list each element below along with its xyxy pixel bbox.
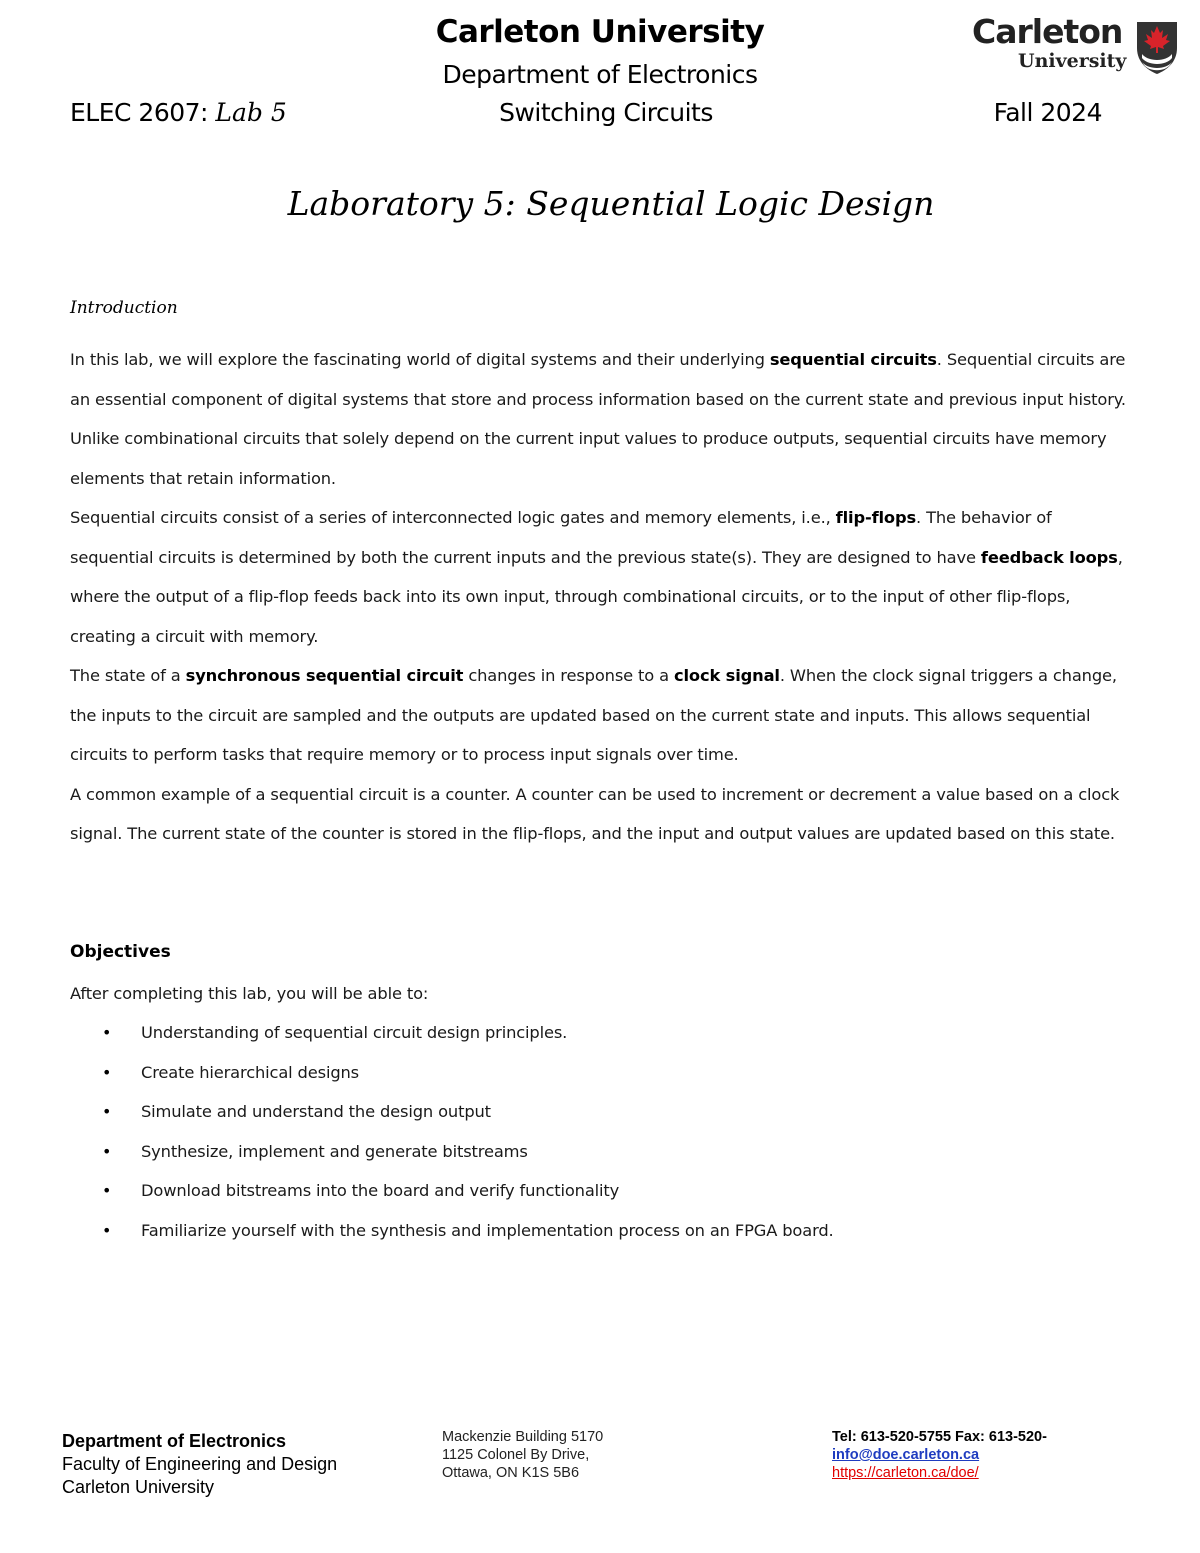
document-title: Laboratory 5: Sequential Logic Design xyxy=(287,184,935,223)
objectives-lead: After completing this lab, you will be able to: xyxy=(70,984,429,1003)
header-term: Fall 2024 xyxy=(993,98,1102,127)
bullet-icon: • xyxy=(102,1062,112,1082)
footer-address-line-1: Mackenzie Building 5170 xyxy=(442,1429,604,1445)
objectives-heading: Objectives xyxy=(70,942,171,962)
lab-label: Lab 5 xyxy=(215,98,287,127)
intro-paragraph-2: Sequential circuits consist of a series of interconnected logic gates and memory elements, i.e., flip-flops. The behavior of sequential circuits is determined by both the current inputs and the previous state(s). They are designed to have feedback loops, where the output of a flip-flop feeds back into its own input, through combinational circuits, or to the input of other flip-flops, creating a circuit with memory. xyxy=(70,508,1123,646)
bullet-icon: • xyxy=(102,1220,112,1240)
footer-website-link[interactable]: https://carleton.ca/doe/ xyxy=(832,1465,979,1481)
footer-address-line-2: 1125 Colonel By Drive, xyxy=(442,1447,590,1463)
footer-email-link[interactable]: info@doe.carleton.ca xyxy=(832,1447,980,1463)
introduction-body xyxy=(70,340,1140,854)
footer-address-line-3: Ottawa, ON K1S 5B6 xyxy=(442,1465,580,1481)
footer-faculty: Faculty of Engineering and Design xyxy=(62,1454,338,1474)
footer-department-block xyxy=(62,1430,337,1499)
list-item: • Download bitstreams into the board and verify functionality xyxy=(100,1171,1140,1211)
list-item: • Familiarize yourself with the synthesis and implementation process on an FPGA board. xyxy=(100,1211,1140,1251)
header-department: Department of Electronics xyxy=(442,60,758,89)
list-item: • Create hierarchical designs xyxy=(100,1053,1140,1093)
list-item: • Understanding of sequential circuit design principles. xyxy=(100,1013,1140,1053)
bullet-icon: • xyxy=(102,1102,112,1121)
list-item: • Simulate and understand the design output xyxy=(100,1092,1140,1132)
footer-university: Carleton University xyxy=(62,1477,215,1497)
intro-paragraph-4: A common example of a sequential circuit is a counter. A counter can be used to increment or decrement a value based on a clock signal. The current state of the counter is stored in the flip-flops, and the input and output values are updated based on this state. xyxy=(70,784,1120,843)
maple-leaf-shield-icon xyxy=(1134,18,1180,76)
intro-paragraph-1: In this lab, we will explore the fascinating world of digital systems and their underlying sequential circuits. Sequential circuits are an essential component of digital systems that store and process information based on the current state and previous input history. Unlike combinational circuits that solely depend on the current input values to produce outputs, sequential circuits have memory elements that retain information. xyxy=(70,350,1126,488)
list-item: • Synthesize, implement and generate bitstreams xyxy=(100,1132,1140,1172)
bullet-icon: • xyxy=(102,1181,112,1200)
course-code: ELEC 2607: xyxy=(70,98,208,127)
footer-contact-block xyxy=(832,1428,1047,1482)
header-course-name: Switching Circuits xyxy=(499,98,713,127)
carleton-logo xyxy=(972,14,1184,76)
bullet-icon: • xyxy=(102,1141,112,1161)
bullet-icon: • xyxy=(102,1023,112,1042)
logo-subtext: University xyxy=(1018,50,1127,72)
intro-paragraph-3: The state of a synchronous sequential circuit changes in response to a clock signal. When the clock signal triggers a change, the inputs to the circuit are sampled and the outputs are updated based on the current state and inputs. This allows sequential circuits to perform tasks that require memory or to process input signals over time. xyxy=(70,666,1117,764)
logo-wordmark: Carleton xyxy=(972,12,1123,51)
footer-dept: Department of Electronics xyxy=(62,1431,287,1451)
footer-address-block xyxy=(442,1428,603,1482)
objectives-list xyxy=(100,1013,1140,1250)
introduction-heading: Introduction xyxy=(70,298,178,318)
footer-phone-fax: Tel: 613-520-5755 Fax: 613-520- xyxy=(832,1429,1047,1445)
header-university: Carleton University xyxy=(435,14,765,50)
